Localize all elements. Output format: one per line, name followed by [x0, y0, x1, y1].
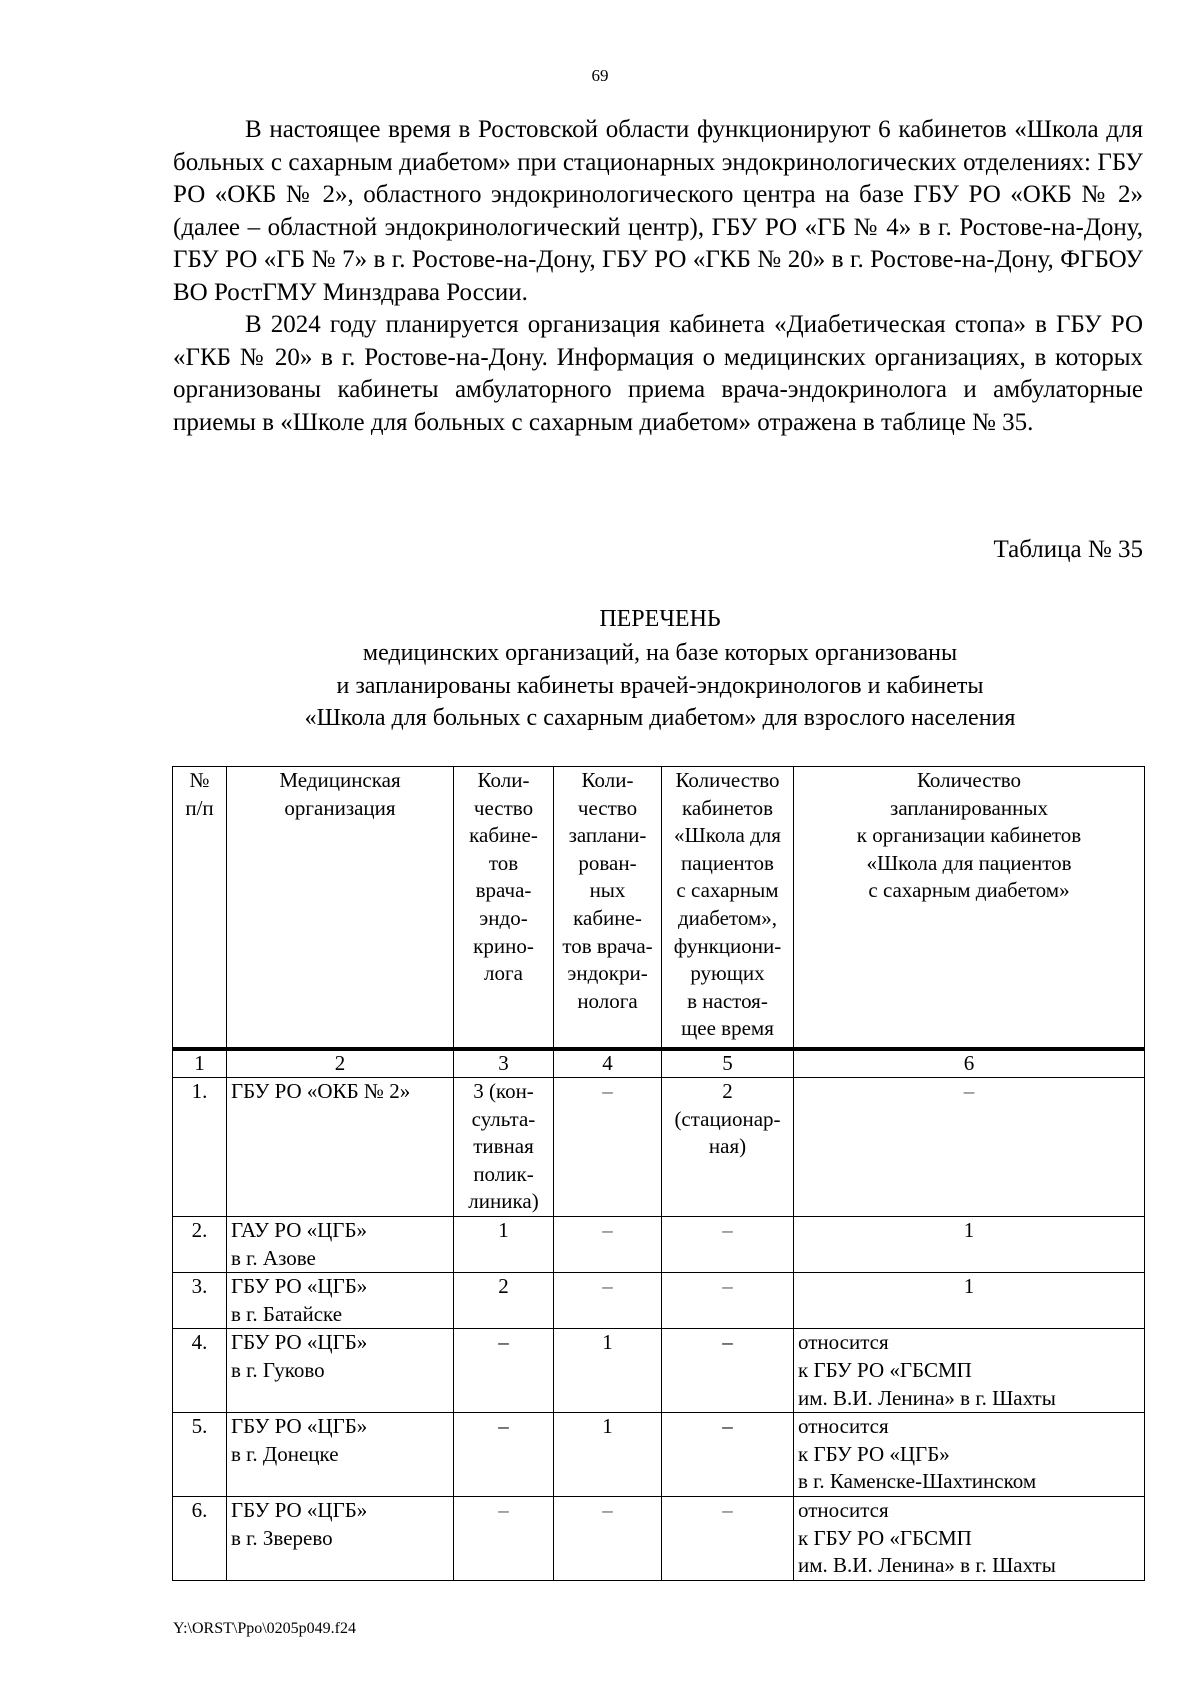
column-number: 2	[227, 1049, 454, 1078]
cell-value: –	[794, 1078, 1145, 1217]
cell-value: –	[554, 1216, 662, 1272]
table-row	[173, 1078, 1145, 1217]
column-numbers-row	[173, 1049, 1145, 1078]
cell-number: 1.	[173, 1078, 227, 1217]
table-header-row	[173, 767, 1145, 1050]
cell-value: 3 (кон- сульта- тивная полик- линика)	[454, 1078, 554, 1217]
cell-value: 2	[454, 1273, 554, 1329]
header-school-rooms-planned: Количество запланированных к организации кабинетов «Школа для пациентов с сахарным диабетом»	[794, 767, 1145, 1050]
cell-organization: ГБУ РО «ЦГБ» в г. Донецке	[227, 1413, 454, 1497]
column-number: 4	[554, 1049, 662, 1078]
column-number: 3	[454, 1049, 554, 1078]
document-subtitle	[0, 637, 1200, 735]
column-number: 1	[173, 1049, 227, 1078]
paragraph-1: В настоящее время в Ростовской области функционируют 6 кабинетов «Школа для больных с сахарным диабетом» при стационарных эндокринологических отделениях: ГБУ РО «ОКБ № 2», областного эндокринологического центра на базе ГБУ РО «ОКБ № 2» (далее – областной эндокринологический центр), ГБУ РО «ГБ № 4» в г. Ростове-на-Дону, ГБУ РО «ГБ № 7» в г. Ростове-на-Дону, ГБУ РО «ГКБ № 20» в г. Ростове-на-Дону, ФГБОУ ВО РостГМУ Минздрава России.	[173, 116, 1143, 306]
header-number: № п/п	[173, 767, 227, 1050]
cell-number: 6.	[173, 1496, 227, 1580]
footer-file-path: Y:\ORST\Ppo\0205p049.f24	[173, 1620, 356, 1637]
cell-number: 4.	[173, 1329, 227, 1413]
cell-organization: ГБУ РО «ОКБ № 2»	[227, 1078, 454, 1217]
cell-value: –	[454, 1329, 554, 1413]
table-caption: Таблица № 35	[993, 536, 1143, 563]
header-organization: Медицинская организация	[227, 767, 454, 1050]
column-number: 6	[794, 1049, 1145, 1078]
header-endocrinologist-rooms: Коли- чество кабине- тов врача- эндо- крино- лога	[454, 767, 554, 1050]
organizations-table	[172, 766, 1145, 1581]
cell-organization: ГАУ РО «ЦГБ» в г. Азове	[227, 1216, 454, 1272]
page-number: 69	[591, 66, 609, 85]
cell-value: 1	[454, 1216, 554, 1272]
cell-number: 3.	[173, 1273, 227, 1329]
cell-value: –	[454, 1496, 554, 1580]
cell-value: 1	[794, 1273, 1145, 1329]
cell-value: –	[554, 1273, 662, 1329]
table-row	[173, 1329, 1145, 1413]
paragraph-2: В 2024 году планируется организация кабинета «Диабетическая стопа» в ГБУ РО «ГКБ № 20» в г. Ростове-на-Дону. Информация о медицинских организациях, в которых организованы кабинеты амбулаторного приема врача-эндокринолога и амбулаторные приемы в «Школе для больных с сахарным диабетом» отражена в таблице № 35.	[173, 311, 1143, 436]
cell-value: –	[662, 1216, 794, 1272]
cell-number: 5.	[173, 1413, 227, 1497]
cell-value: –	[662, 1273, 794, 1329]
cell-value: 1	[554, 1329, 662, 1413]
subtitle-line: медицинских организаций, на базе которых организованы	[362, 640, 958, 666]
table-row	[173, 1216, 1145, 1272]
table-row	[173, 1496, 1145, 1580]
cell-value: –	[662, 1496, 794, 1580]
header-planned-endocrinologist-rooms: Коли- чество заплани- рован- ных кабине- тов врача- эндокри- нолога	[554, 767, 662, 1050]
cell-value: –	[554, 1078, 662, 1217]
cell-organization: ГБУ РО «ЦГБ» в г. Батайске	[227, 1273, 454, 1329]
cell-value: –	[662, 1329, 794, 1413]
cell-value: 1	[794, 1216, 1145, 1272]
column-number: 5	[662, 1049, 794, 1078]
subtitle-line: и запланированы кабинеты врачей-эндокринологов и кабинеты	[336, 672, 984, 699]
cell-value: относится к ГБУ РО «ГБСМП им. В.И. Ленина» в г. Шахты	[794, 1329, 1145, 1413]
table-row	[173, 1273, 1145, 1329]
cell-value: –	[454, 1413, 554, 1497]
document-title: ПЕРЕЧЕНЬ	[599, 606, 721, 632]
header-school-rooms-current: Количество кабинетов «Школа для пациентов с сахарным диабетом», функциони- рующих в настоя- щее время	[662, 767, 794, 1050]
cell-value: 2 (стационар- ная)	[662, 1078, 794, 1217]
cell-value: 1	[554, 1413, 662, 1497]
cell-value: –	[662, 1413, 794, 1497]
body-text	[173, 114, 1143, 439]
cell-number: 2.	[173, 1216, 227, 1272]
subtitle-line: «Школа для больных с сахарным диабетом» для взрослого населения	[304, 705, 1016, 731]
cell-organization: ГБУ РО «ЦГБ» в г. Гуково	[227, 1329, 454, 1413]
cell-value: относится к ГБУ РО «ГБСМП им. В.И. Ленина» в г. Шахты	[794, 1496, 1145, 1580]
cell-organization: ГБУ РО «ЦГБ» в г. Зверево	[227, 1496, 454, 1580]
table-row	[173, 1413, 1145, 1497]
cell-value: относится к ГБУ РО «ЦГБ» в г. Каменске-Шахтинском	[794, 1413, 1145, 1497]
cell-value: –	[554, 1496, 662, 1580]
